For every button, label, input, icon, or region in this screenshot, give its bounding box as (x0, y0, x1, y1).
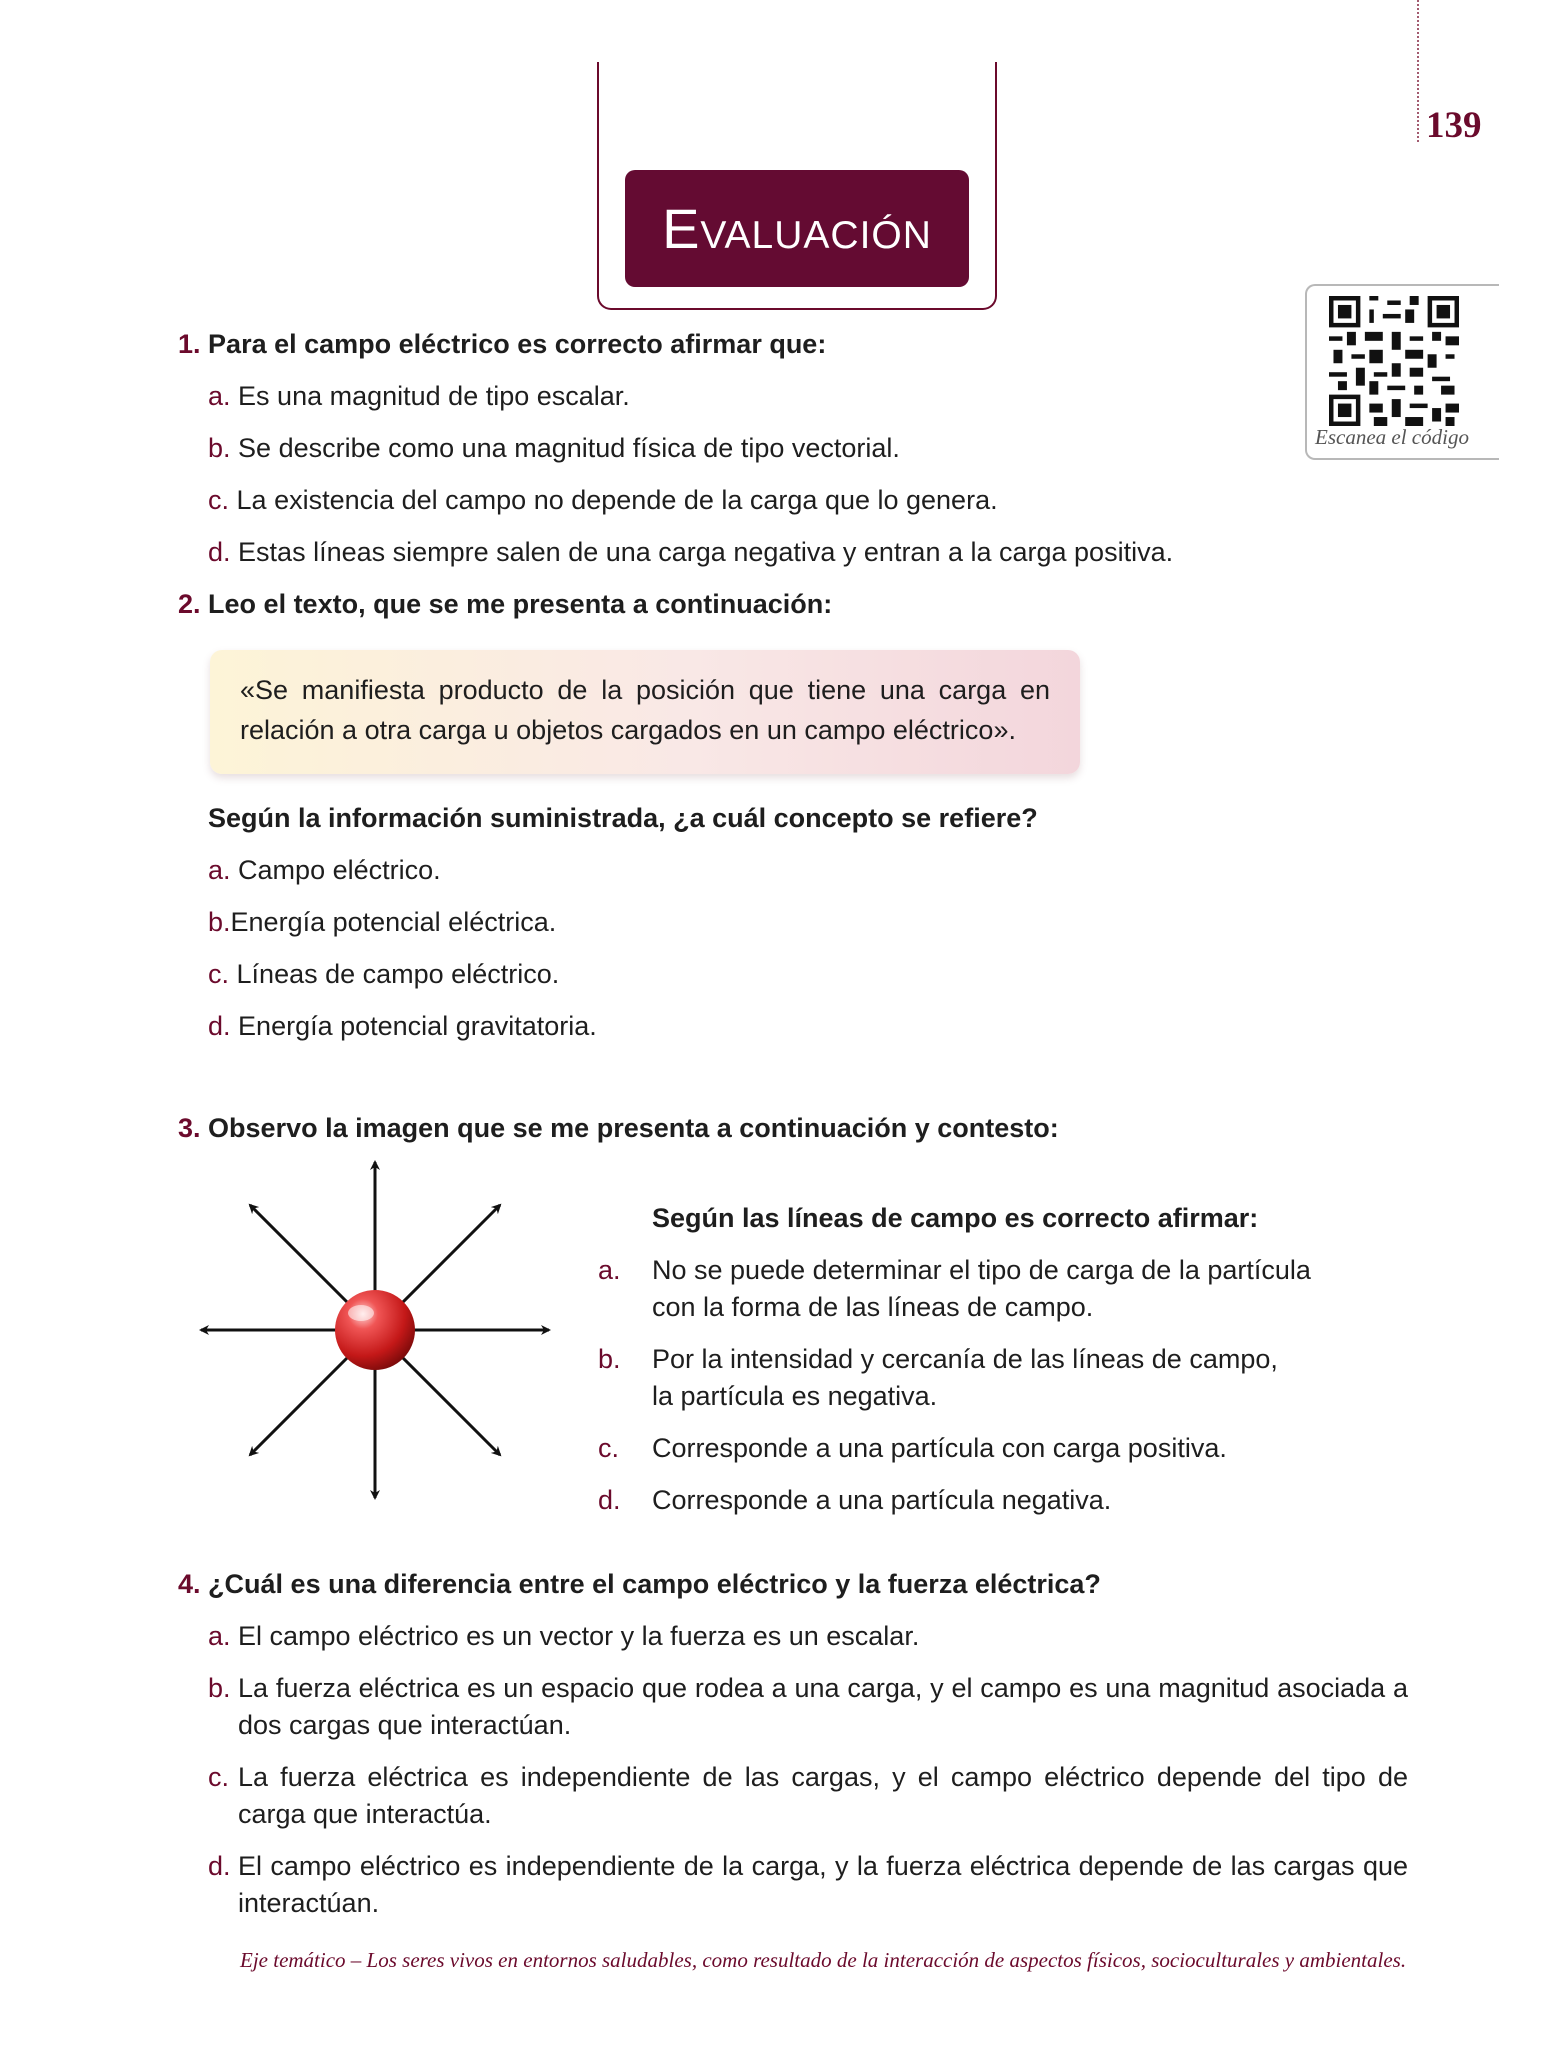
q2-option-c[interactable] (208, 956, 559, 993)
option-text: Se describe como una magnitud física de tipo vectorial. (238, 433, 900, 463)
option-text: La fuerza eléctrica es independiente de las cargas, y el campo eléctrico depende del tipo de carga que interactúa. (238, 1762, 1408, 1829)
q2-option-b[interactable] (208, 904, 556, 941)
option-text: Campo eléctrico. (238, 855, 441, 885)
option-text: El campo eléctrico es un vector y la fuerza es un escalar. (238, 1621, 920, 1651)
q2-option-d[interactable] (208, 1008, 597, 1045)
question-3 (178, 1110, 1059, 1147)
option-text: Es una magnitud de tipo escalar. (238, 381, 630, 411)
q3-option-c[interactable] (598, 1430, 1227, 1467)
footer-label: Eje temático (240, 1948, 346, 1972)
question-4 (178, 1566, 1101, 1603)
question-number: 4. (178, 1569, 201, 1599)
page-number: 139 (1426, 105, 1482, 146)
quote-box: «Se manifiesta producto de la posición que tiene una carga en relación a otra carga u objetos cargados en un campo eléctrico». (210, 650, 1080, 774)
qr-caption: Escanea el código (1315, 425, 1469, 449)
option-letter: c. (208, 959, 230, 989)
question-number: 1. (178, 329, 201, 359)
option-text: El campo eléctrico es independiente de la carga, y la fuerza eléctrica depende de las cargas que interactúan. (238, 1851, 1408, 1918)
field-lines-diagram (195, 1150, 555, 1510)
option-text: La fuerza eléctrica es un espacio que rodea a una carga, y el campo es una magnitud asociada a dos cargas que interactúan. (238, 1673, 1408, 1740)
question-text: Leo el texto, que se me presenta a continuación: (208, 589, 833, 619)
option-letter: a. (208, 381, 231, 411)
option-letter: d. (208, 537, 231, 567)
option-letter: a. (598, 1255, 621, 1285)
option-text: Estas líneas siempre salen de una carga negativa y entran a la carga positiva. (238, 537, 1174, 567)
option-letter: d. (598, 1485, 621, 1515)
q1-option-d[interactable] (208, 534, 1173, 571)
footer-text: – Los seres vivos en entornos saludables, como resultado de la interacción de aspectos físicos, socioculturales y ambientales. (350, 1948, 1407, 1972)
option-letter: a. (208, 1621, 231, 1651)
option-text: Energía potencial gravitatoria. (238, 1011, 597, 1041)
question-2 (178, 586, 832, 623)
qr-panel[interactable] (1305, 284, 1499, 460)
q1-option-c[interactable] (208, 482, 998, 519)
footer (240, 1948, 1415, 1973)
qr-code-icon[interactable] (1329, 296, 1459, 426)
question-number: 3. (178, 1113, 201, 1143)
q2-option-a[interactable] (208, 852, 441, 889)
option-text: Por la intensidad y cercanía de las líneas de campo, (652, 1344, 1278, 1374)
q1-option-a[interactable] (208, 378, 630, 415)
q4-option-b[interactable] (208, 1670, 1408, 1744)
option-text: Energía potencial eléctrica. (230, 907, 557, 937)
q2-prompt: Según la información suministrada, ¿a cuál concepto se refiere? (208, 803, 1038, 833)
option-text: Líneas de campo eléctrico. (236, 959, 560, 989)
q3-option-a[interactable] (598, 1252, 1311, 1326)
q4-option-a[interactable] (208, 1618, 1408, 1655)
question-text: Para el campo eléctrico es correcto afirmar que: (208, 329, 827, 359)
option-letter: c. (598, 1433, 620, 1463)
option-letter: d. (208, 1011, 231, 1041)
question-text: Observo la imagen que se me presenta a continuación y contesto: (208, 1113, 1059, 1143)
option-letter: b. (208, 433, 231, 463)
question-text: ¿Cuál es una diferencia entre el campo eléctrico y la fuerza eléctrica? (208, 1569, 1101, 1599)
option-letter: b. (208, 907, 231, 937)
option-letter: c. (208, 485, 230, 515)
option-text: No se puede determinar el tipo de carga de la partícula (652, 1255, 1311, 1285)
q3-option-d[interactable] (598, 1482, 1111, 1519)
margin-rule (1417, 0, 1419, 142)
option-letter: a. (208, 855, 231, 885)
option-letter: d. (208, 1851, 231, 1881)
question-1 (178, 326, 826, 363)
q4-option-d[interactable] (208, 1848, 1408, 1922)
q1-option-b[interactable] (208, 430, 900, 467)
q3-option-b[interactable] (598, 1341, 1278, 1415)
page-title: Evaluación (625, 170, 969, 287)
charged-particle (335, 1290, 415, 1370)
option-text: Corresponde a una partícula negativa. (652, 1485, 1112, 1515)
option-letter: b. (598, 1344, 621, 1374)
question-number: 2. (178, 589, 201, 619)
q4-option-c[interactable] (208, 1759, 1408, 1833)
option-letter: b. (208, 1673, 231, 1703)
option-letter: c. (208, 1762, 230, 1792)
q3-prompt: Según las líneas de campo es correcto afirmar: (652, 1203, 1259, 1233)
option-text: La existencia del campo no depende de la carga que lo genera. (236, 485, 998, 515)
option-text-cont: la partícula es negativa. (652, 1381, 938, 1411)
option-text-cont: con la forma de las líneas de campo. (652, 1292, 1094, 1322)
option-text: Corresponde a una partícula con carga positiva. (652, 1433, 1227, 1463)
